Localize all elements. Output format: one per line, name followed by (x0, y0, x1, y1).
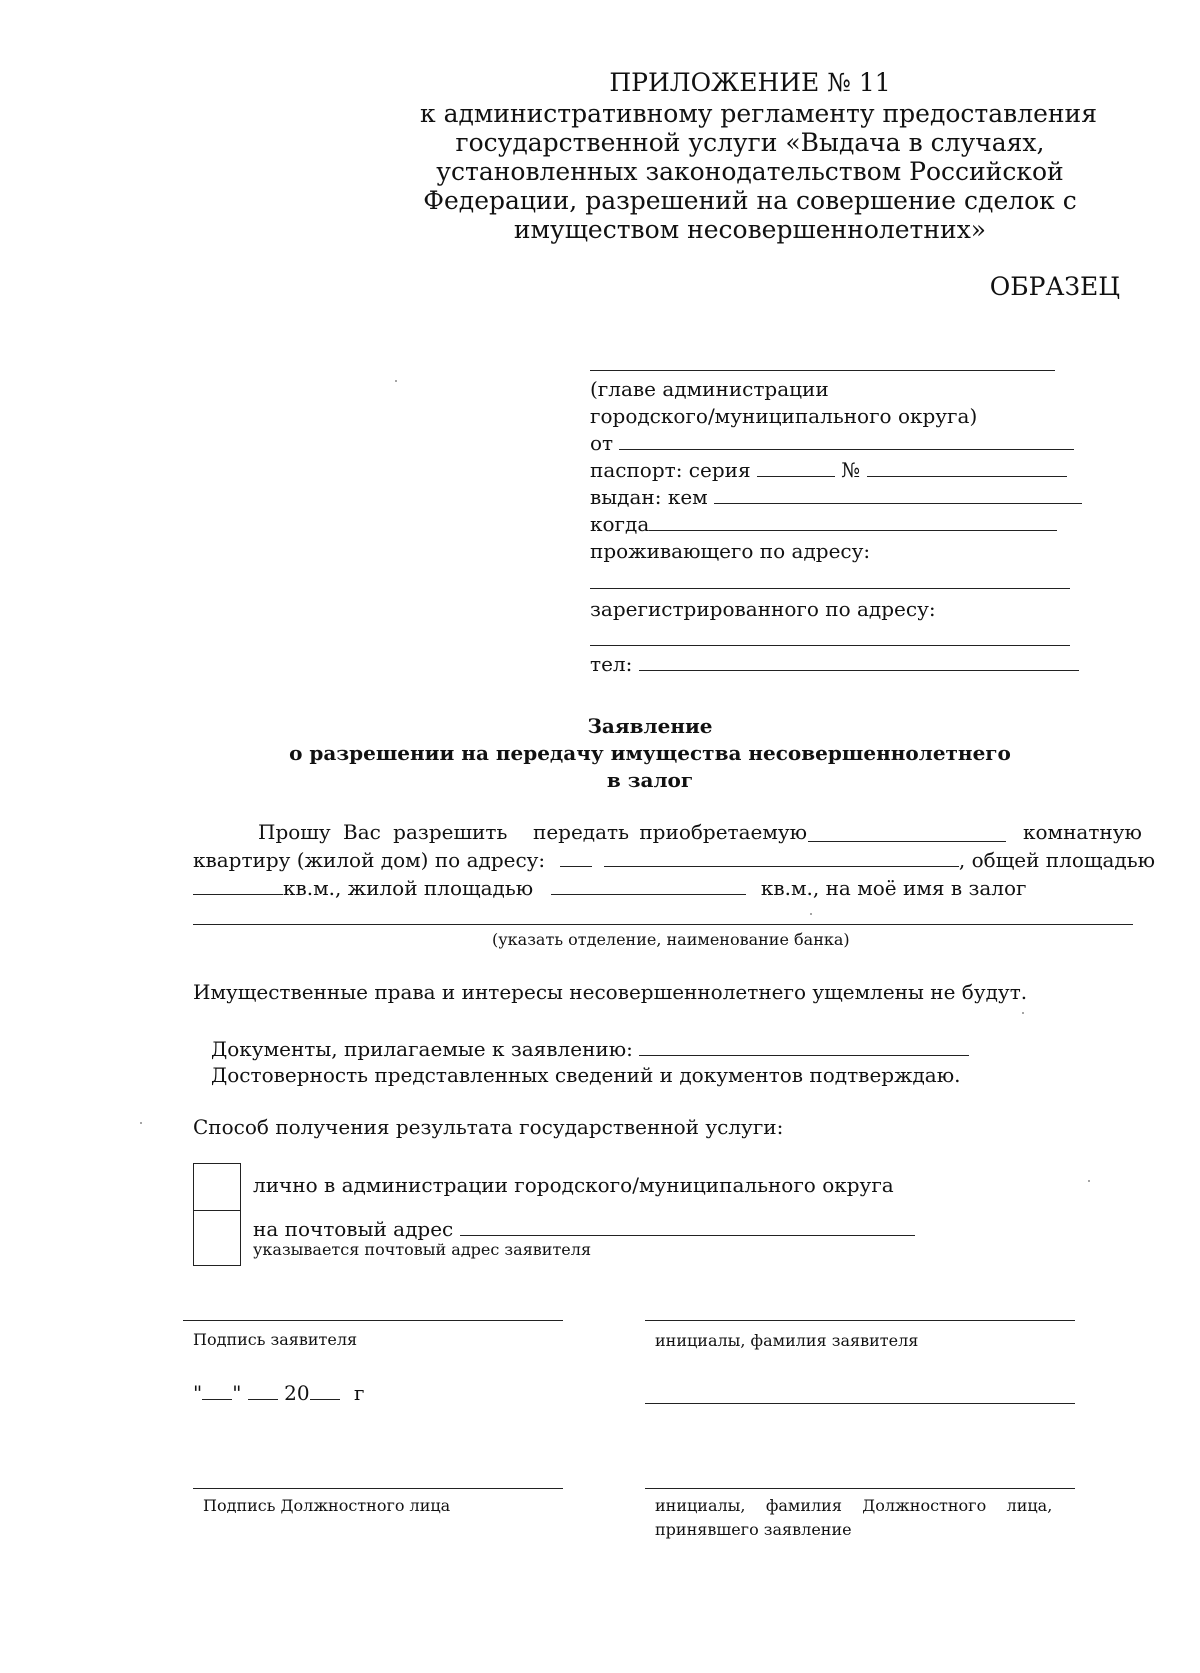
bank-hint: (указать отделение, наименование банка) (492, 930, 850, 949)
bank-field[interactable] (193, 924, 1133, 925)
address-prefix-field[interactable] (560, 848, 592, 867)
from-row (590, 430, 1074, 456)
residing-label: проживающего по адресу: (590, 539, 871, 563)
registered-label: зарегистрированного по адресу: (590, 597, 936, 621)
appendix-header (420, 68, 1097, 244)
date-day-field[interactable] (202, 1381, 232, 1400)
applicant-signature-label: Подпись заявителя (193, 1330, 358, 1349)
rooms-field[interactable] (808, 823, 1006, 842)
registered-field[interactable] (590, 645, 1070, 646)
issued-label: выдан: кем (590, 485, 708, 509)
date-row (193, 1381, 364, 1405)
statement-title-line3: в залог (606, 768, 694, 792)
docs-label: Документы, прилагаемые к заявлению: (211, 1037, 633, 1061)
total-area-field[interactable] (193, 876, 283, 895)
from-field[interactable] (619, 431, 1074, 450)
request-text-a: Прошу Вас разрешить (258, 820, 508, 844)
residing-field[interactable] (590, 588, 1070, 589)
date-g: г (353, 1381, 365, 1405)
addressee-top-line (590, 370, 1055, 371)
appendix-line: государственной услуги «Выдача в случаях, (455, 128, 1045, 157)
appendix-line: к административному регламенту предоставления (420, 99, 1097, 128)
passport-series-field[interactable] (757, 458, 835, 477)
when-label: когда (590, 512, 650, 536)
passport-row (590, 457, 1067, 483)
request-address-label: квартиру (жилой дом) по адресу: (193, 848, 546, 872)
scan-speck (1088, 1180, 1090, 1182)
official-signature-line[interactable] (193, 1488, 563, 1489)
request-line3 (193, 876, 1027, 900)
number-label: № (841, 458, 861, 482)
scan-speck (395, 380, 397, 382)
option-in-person-checkbox[interactable] (193, 1163, 241, 1211)
rights-text: Имущественные права и интересы несовершеннолетнего ущемлены не будут. (193, 980, 1028, 1004)
date-year-prefix: 20 (284, 1381, 310, 1405)
option-postal-label: на почтовый адрес (253, 1217, 454, 1241)
option-postal-row (253, 1217, 915, 1241)
appendix-line: имуществом несовершеннолетних» (513, 215, 987, 244)
issued-field[interactable] (714, 485, 1082, 504)
address-field[interactable] (604, 848, 959, 867)
docs-row (211, 1037, 969, 1061)
when-row (590, 511, 1057, 537)
delivery-heading: Способ получения результата государственной услуги: (193, 1115, 784, 1139)
date-quote-close: " (232, 1381, 242, 1405)
when-field[interactable] (649, 512, 1057, 531)
sample-label: ОБРАЗЕЦ (989, 272, 1120, 301)
scan-speck (810, 913, 812, 915)
phone-label: тел: (590, 652, 633, 676)
phone-field[interactable] (639, 652, 1079, 671)
docs-field[interactable] (639, 1037, 969, 1056)
passport-number-field[interactable] (867, 458, 1067, 477)
appendix-line: Федерации, разрешений на совершение сделок с (423, 186, 1077, 215)
date-year-field[interactable] (310, 1381, 340, 1400)
request-text-c: комнатную (1023, 820, 1142, 844)
applicant-signature-line[interactable] (183, 1320, 563, 1321)
living-area-label: кв.м., жилой площадью (283, 876, 534, 900)
passport-label: паспорт: серия (590, 458, 751, 482)
from-label: от (590, 431, 614, 455)
addressee-line1: (главе администрации (590, 377, 829, 401)
confirm-text: Достоверность представленных сведений и документов подтверждаю. (211, 1063, 961, 1087)
total-area-label: , общей площадью (958, 848, 1156, 872)
request-text-b: передать приобретаемую (533, 820, 808, 844)
date-quote-open: " (193, 1381, 203, 1405)
option-postal-checkbox[interactable] (193, 1210, 241, 1266)
phone-row (590, 651, 1079, 677)
statement-title-line1: Заявление (587, 714, 713, 738)
option-in-person-label: лично в администрации городского/муниципального округа (253, 1173, 894, 1197)
scan-speck (1022, 1012, 1024, 1014)
official-name-label-2: принявшего заявление (655, 1520, 852, 1539)
official-signature-label: Подпись Должностного лица (203, 1496, 451, 1515)
applicant-name-label: инициалы, фамилия заявителя (655, 1331, 919, 1350)
official-name-line[interactable] (645, 1488, 1075, 1489)
official-name-label-1: инициалы, фамилия Должностного лица, (655, 1496, 1053, 1515)
applicant-name-line[interactable] (645, 1320, 1075, 1321)
date-name-line[interactable] (645, 1403, 1075, 1404)
appendix-line: установленных законодательством Российской (436, 157, 1064, 186)
request-line2 (193, 848, 1155, 872)
pledge-label: кв.м., на моё имя в залог (760, 876, 1027, 900)
scan-speck (140, 1122, 142, 1124)
living-area-field[interactable] (551, 876, 746, 895)
statement-title-line2: о разрешении на передачу имущества несовершеннолетнего (289, 741, 1011, 765)
date-month-field[interactable] (248, 1381, 278, 1400)
addressee-line2: городского/муниципального округа) (590, 404, 978, 428)
postal-hint: указывается почтовый адрес заявителя (253, 1240, 592, 1259)
issued-row (590, 484, 1082, 510)
appendix-title: ПРИЛОЖЕНИЕ № 11 (609, 68, 891, 97)
postal-address-field[interactable] (460, 1217, 915, 1236)
statement-title (200, 713, 1100, 794)
